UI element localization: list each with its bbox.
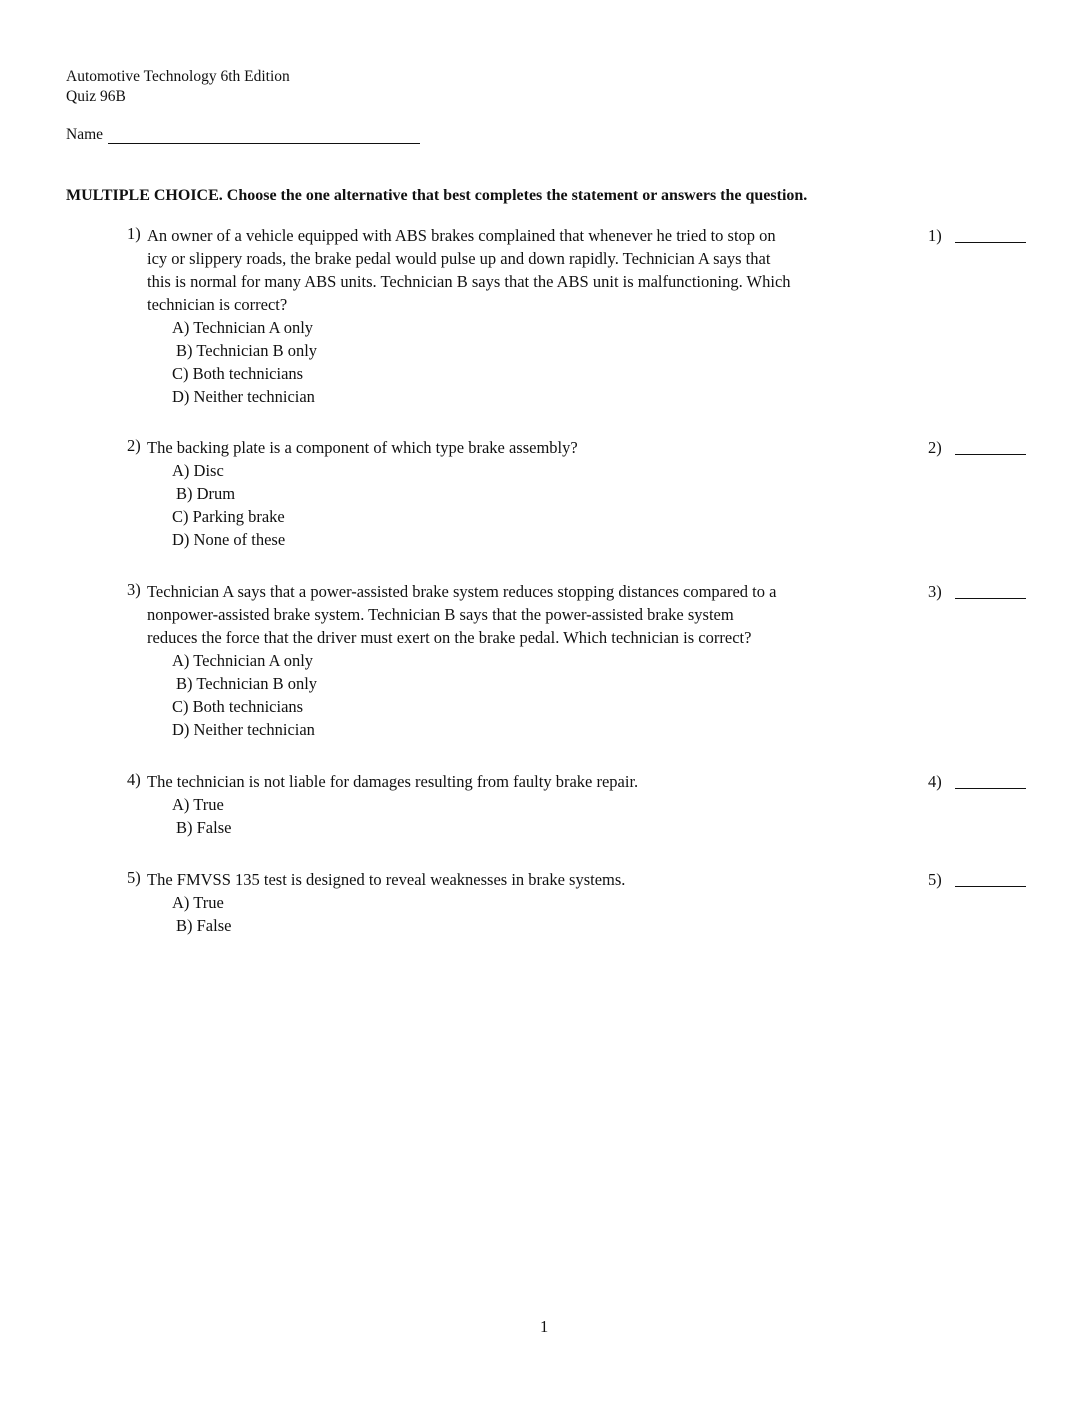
answer-option[interactable]: B) False	[176, 818, 232, 837]
quiz-title: Quiz 96B	[66, 88, 126, 105]
answer-label: 1)	[928, 226, 942, 245]
question-text-line: An owner of a vehicle equipped with ABS brakes complained that whenever he tried to stop on	[147, 226, 776, 245]
question-text-line: nonpower-assisted brake system. Technician B says that the power-assisted brake system	[147, 605, 734, 624]
answer-option[interactable]: A) True	[172, 893, 224, 912]
answer-label: 2)	[928, 438, 942, 457]
answer-blank-5[interactable]	[928, 868, 1028, 891]
question-text-line: icy or slippery roads, the brake pedal would pulse up and down rapidly. Technician A says that	[147, 249, 771, 268]
answer-label: 4)	[928, 772, 942, 791]
answer-line[interactable]	[955, 886, 1026, 887]
answer-blank-4[interactable]	[928, 770, 1028, 793]
answer-blank-2[interactable]	[928, 436, 1028, 459]
question-text-line: this is normal for many ABS units. Technician B says that the ABS unit is malfunctioning. Which	[147, 272, 791, 291]
answer-option[interactable]: D) Neither technician	[172, 387, 315, 406]
answer-line[interactable]	[955, 454, 1026, 455]
answer-blank-1[interactable]	[928, 224, 1028, 247]
answer-option[interactable]: D) None of these	[172, 530, 286, 549]
answer-line[interactable]	[955, 242, 1026, 243]
question-number: 4)	[127, 770, 141, 789]
answer-option[interactable]: B) Technician B only	[176, 674, 318, 693]
instructions: MULTIPLE CHOICE. Choose the one alternative that best completes the statement or answers the question.	[66, 187, 808, 204]
answer-option[interactable]: B) Drum	[176, 484, 236, 503]
question-number: 2)	[127, 436, 141, 455]
answer-option[interactable]: A) Technician A only	[172, 318, 314, 337]
question-number: 1)	[127, 224, 141, 243]
answer-line[interactable]	[955, 598, 1026, 599]
answer-label: 3)	[928, 582, 942, 601]
answer-option[interactable]: C) Both technicians	[172, 697, 304, 716]
answer-option[interactable]: B) Technician B only	[176, 341, 318, 360]
question-text-line: The technician is not liable for damages resulting from faulty brake repair.	[147, 772, 639, 791]
question-text-line: reduces the force that the driver must exert on the brake pedal. Which technician is correct?	[147, 628, 752, 647]
question-5	[127, 868, 927, 937]
name-field[interactable]	[108, 143, 420, 144]
question-2	[127, 436, 927, 551]
question-number: 5)	[127, 868, 141, 887]
answer-option[interactable]: A) Technician A only	[172, 651, 314, 670]
question-text-line: Technician A says that a power-assisted brake system reduces stopping distances compared to a	[147, 582, 777, 601]
question-1	[127, 224, 927, 408]
question-4	[127, 770, 927, 839]
page-number: 1	[540, 1317, 549, 1336]
answer-option[interactable]: D) Neither technician	[172, 720, 315, 739]
course-title: Automotive Technology 6th Edition	[66, 68, 290, 85]
question-text-line: The FMVSS 135 test is designed to reveal weaknesses in brake systems.	[147, 870, 626, 889]
answer-label: 5)	[928, 870, 942, 889]
question-text-line: The backing plate is a component of which type brake assembly?	[147, 438, 578, 457]
answer-option[interactable]: A) Disc	[172, 461, 224, 480]
question-number: 3)	[127, 580, 141, 599]
question-3	[127, 580, 927, 741]
answer-option[interactable]: C) Parking brake	[172, 507, 285, 526]
answer-line[interactable]	[955, 788, 1026, 789]
name-label: Name	[66, 126, 104, 143]
answer-blank-3[interactable]	[928, 580, 1028, 603]
answer-option[interactable]: A) True	[172, 795, 224, 814]
answer-option[interactable]: C) Both technicians	[172, 364, 304, 383]
question-text-line: technician is correct?	[147, 295, 288, 314]
answer-option[interactable]: B) False	[176, 916, 232, 935]
